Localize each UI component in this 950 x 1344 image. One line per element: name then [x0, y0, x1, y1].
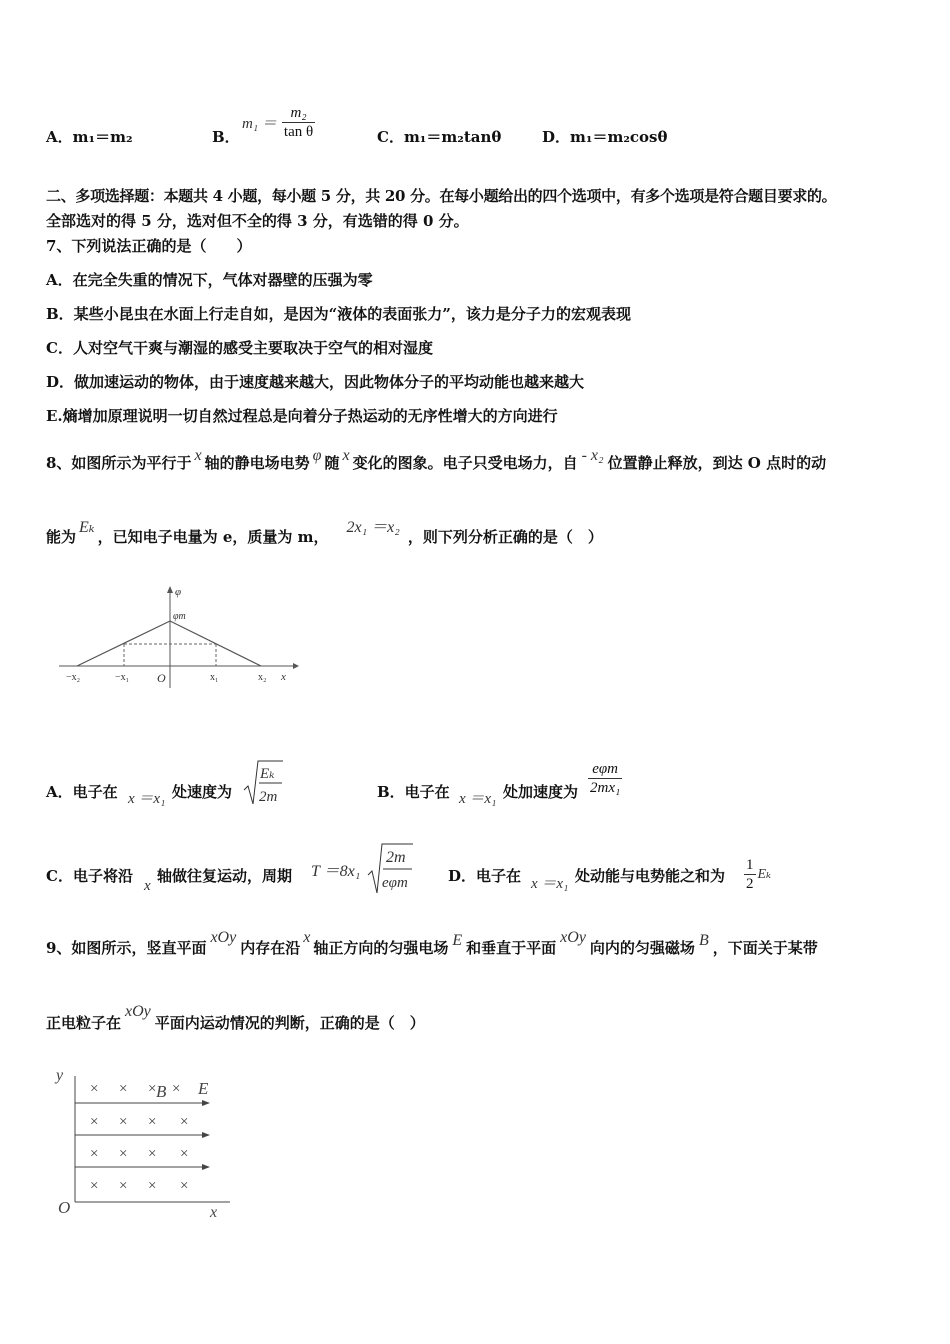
diagram-B-label: B — [156, 1082, 167, 1101]
q8-option-c-sqrt — [366, 841, 416, 897]
graph-phi-label: φ — [175, 586, 182, 598]
q8-s8: ，则下列分析正确的是（ ） — [407, 528, 603, 546]
q7-option-a: A．在完全失重的情况下，气体对器壁的压强为零 — [46, 271, 373, 289]
q8-option-a-mid: 处速度为 — [172, 783, 233, 801]
magnetic-field-cross: × — [180, 1146, 189, 1162]
magnetic-field-cross: × — [180, 1178, 189, 1194]
diagram-origin-label: O — [58, 1198, 71, 1217]
q8-stem-line1 — [46, 447, 827, 474]
q8-c-den: eφm — [382, 875, 408, 891]
q9-x: x — [303, 929, 311, 946]
q9-s5: 向内的匀强磁场 — [589, 939, 695, 957]
q7-stem: 7、下列说法正确的是（ ） — [46, 237, 252, 255]
graph-x-arrow — [293, 663, 299, 669]
graph-x-label: x — [281, 671, 286, 683]
q9-xoy: xOy — [210, 929, 237, 946]
q8-s1: 8、如图所示为平行于 — [46, 454, 192, 472]
q8-option-c-mid: 轴做往复运动，周期 — [157, 867, 293, 885]
q8-negx2: - x₂ — [581, 447, 604, 464]
graph-x1-label: x₁ — [210, 672, 219, 683]
magnetic-field-cross: × — [90, 1146, 99, 1162]
diagram-x-label: x — [210, 1204, 218, 1221]
magnetic-field-cross: × — [90, 1114, 99, 1130]
magnetic-field-cross: × — [119, 1114, 128, 1130]
magnetic-field-cross: × — [180, 1114, 189, 1130]
graph-phi-m-label: φm — [173, 611, 186, 622]
q8-stem-line2 — [46, 519, 603, 548]
q6-b-lhs: m₁ ＝ — [242, 116, 277, 132]
q8-option-b-eq: x ＝x₁ — [459, 791, 497, 807]
q8-option-d-pre: D．电子在 — [448, 867, 522, 885]
q8-s3: 随 — [324, 454, 340, 472]
q8-option-b-mid: 处加速度为 — [503, 783, 579, 801]
q7-option-c: C．人对空气干爽与潮湿的感受主要取决于空气的相对湿度 — [46, 339, 433, 357]
q9-s6: ，下面关于某带 — [712, 939, 818, 957]
q8-option-b-fraction — [588, 760, 622, 797]
q9-s3: 轴正方向的匀强电场 — [313, 939, 449, 957]
q8-phi: φ — [312, 447, 322, 464]
q8-a-num: Eₖ — [260, 766, 275, 782]
q8-potential-graph — [55, 583, 305, 693]
section2-line1: 二、多项选择题：本题共 4 小题，每小题 5 分，共 20 分。在每小题给出的四个选项中，有多个选项是符合题目要求的。 — [46, 187, 837, 205]
q8-option-d-mid: 处动能与电势能之和为 — [575, 867, 726, 885]
q8-s5: 位置静止释放，到达 O 点时的动 — [607, 454, 827, 472]
q8-option-a-pre: A．电子在 — [46, 783, 118, 801]
electric-field-arrow — [202, 1100, 210, 1106]
q8-b-den: 2mx₁ — [590, 780, 621, 796]
q6-option-b-label: B． — [212, 128, 240, 146]
q8-option-d-eq: x ＝x₁ — [531, 876, 569, 892]
magnetic-field-cross: × — [148, 1114, 157, 1130]
section2-line2: 全部选对的得 5 分，选对但不全的得 3 分，有选错的得 0 分。 — [46, 212, 469, 230]
q8-c-num: 2m — [386, 849, 406, 866]
q7-option-d: D．做加速运动的物体，由于速度越来越大，因此物体分子的平均动能也越来越大 — [46, 373, 585, 391]
electric-field-arrow — [202, 1164, 210, 1170]
electric-field-arrow — [202, 1132, 210, 1138]
graph-neg-x2-label: −x₂ — [66, 672, 81, 683]
magnetic-field-cross: × — [148, 1178, 157, 1194]
magnetic-field-cross: × — [119, 1081, 128, 1097]
q6-option-c: C．m₁＝m₂tanθ — [377, 128, 502, 146]
q9-s8: 平面内运动情况的判断，正确的是（ ） — [154, 1014, 425, 1032]
diagram-y-label: y — [56, 1067, 64, 1084]
q8-x-2: x — [342, 447, 350, 464]
q8-option-a-sqrt — [242, 758, 284, 808]
q9-xoy-3: xOy — [125, 1003, 151, 1020]
q9-s7: 正电粒子在 — [46, 1014, 122, 1032]
q6-b-num: m₂ — [282, 104, 315, 123]
q7-option-b: B．某些小昆虫在水面上行走自如，是因为“液体的表面张力”，该力是分子力的宏观表现 — [46, 305, 631, 323]
q8-ek: Eₖ — [79, 519, 95, 536]
magnetic-field-cross: × — [90, 1081, 99, 1097]
q8-d-den: 2 — [746, 876, 754, 892]
q9-stem-line2 — [46, 1003, 425, 1034]
q8-option-c-T: T ＝8x₁ — [311, 863, 361, 880]
q9-stem-line1 — [46, 929, 818, 959]
q6-b-fraction — [282, 104, 315, 141]
graph-origin-label: O — [157, 671, 166, 685]
q8-option-c-pre: C．电子将沿 — [46, 867, 133, 885]
q9-s2: 内存在沿 — [240, 939, 301, 957]
q6-option-d: D．m₁＝m₂cosθ — [542, 128, 668, 146]
q9-s4: 和垂直于平面 — [466, 939, 557, 957]
magnetic-field-cross: × — [119, 1178, 128, 1194]
magnetic-field-cross: × — [148, 1081, 157, 1097]
q8-s4: 变化的图象。电子只受电场力，自 — [352, 454, 578, 472]
q8-relation: 2x₁ ＝x₂ — [346, 519, 400, 536]
q8-option-a-eq: x ＝x₁ — [128, 791, 166, 807]
graph-phi-arrow — [167, 586, 173, 593]
q9-E: E — [452, 932, 463, 949]
q8-b-num: eφm — [588, 760, 622, 779]
q9-xoy-2: xOy — [560, 929, 586, 946]
q8-option-d-value — [744, 856, 771, 893]
diagram-E-label: E — [198, 1079, 209, 1098]
q9-s1: 9、如图所示，竖直平面 — [46, 939, 207, 957]
q8-option-b-pre: B．电子在 — [377, 783, 450, 801]
q8-d-num: 1 — [746, 857, 754, 873]
q9-B: B — [698, 932, 709, 949]
q8-x: x — [194, 447, 202, 464]
q8-option-c-x: x — [144, 878, 151, 894]
q9-field-diagram — [50, 1062, 230, 1222]
magnetic-field-cross: × — [148, 1146, 157, 1162]
graph-x2-label: x₂ — [258, 672, 267, 683]
q8-s2: 轴的静电场电势 — [204, 454, 310, 472]
graph-neg-x1-label: −x₁ — [115, 672, 130, 683]
magnetic-field-cross: × — [90, 1178, 99, 1194]
q8-s6: 能为 — [46, 528, 77, 546]
magnetic-field-cross: × — [172, 1081, 181, 1097]
q6-option-a: A．m₁＝m₂ — [46, 128, 133, 146]
q8-d-ek: Eₖ — [757, 867, 772, 882]
magnetic-field-cross: × — [119, 1146, 128, 1162]
q6-option-b-formula — [242, 104, 315, 141]
q8-s7: ，已知电子电量为 e，质量为 m， — [97, 528, 329, 546]
q8-a-den: 2m — [259, 789, 278, 805]
q7-option-e: E.熵增加原理说明一切自然过程总是向着分子热运动的无序性增大的方向进行 — [46, 407, 558, 425]
q6-b-den: tan θ — [283, 124, 314, 140]
